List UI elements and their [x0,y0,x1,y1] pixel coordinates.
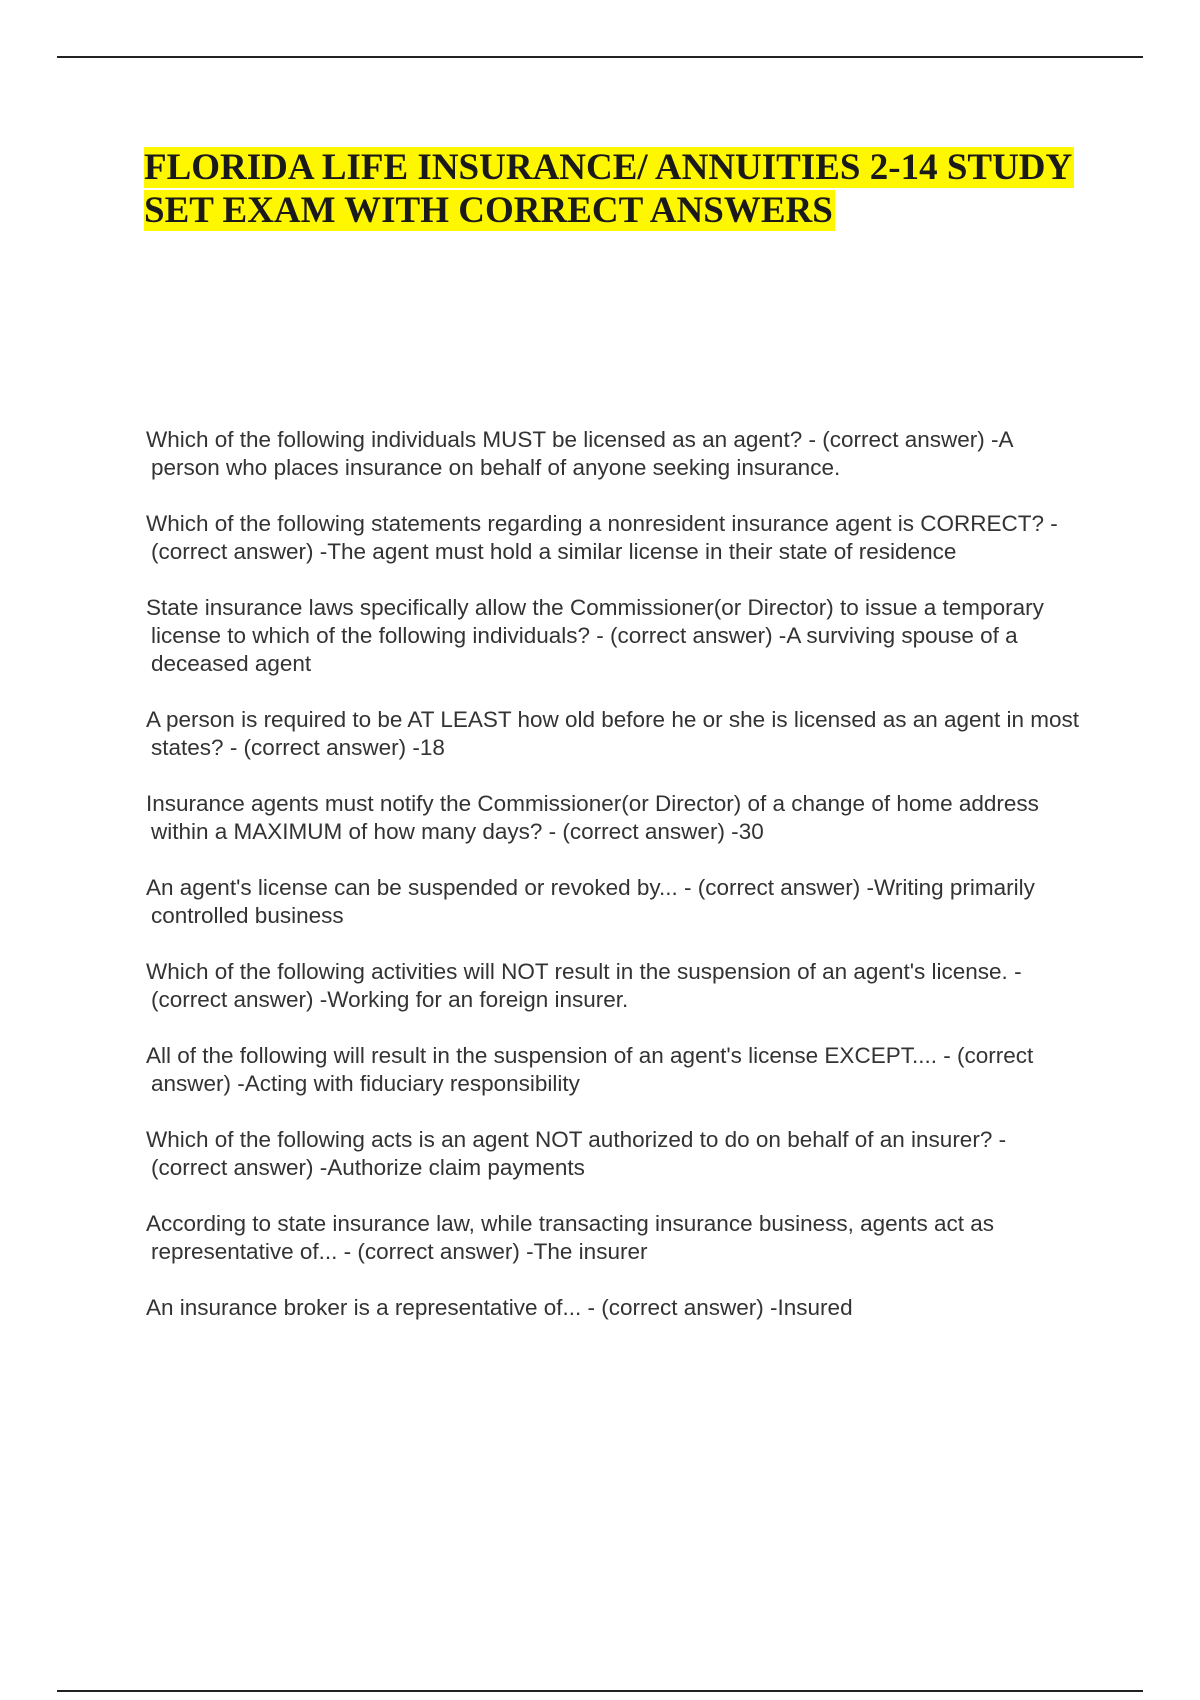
qa-item [146,426,1086,482]
answer-marker: - (correct answer) - [587,1295,778,1320]
answer-marker: - (correct answer) - [683,875,875,900]
question-text: Which of the following statements regarding a nonresident insurance agent is CORRECT? [146,511,1044,536]
question-text: An insurance broker is a representative of... [146,1295,582,1320]
answer-text: The insurer [533,1239,648,1264]
title-line-2: SET EXAM WITH CORRECT ANSWERS [144,190,833,231]
answer-text: Writing primarily controlled business [151,875,1035,928]
answer-marker: - (correct answer) - [151,1127,1007,1180]
answer-marker: - (correct answer) - [808,427,999,452]
qa-item [146,790,1086,846]
footer-rule [57,1690,1143,1692]
qa-item [146,958,1086,1014]
question-text: Which of the following acts is an agent NOT authorized to do on behalf of an insurer? [146,1127,993,1152]
question-text: Which of the following individuals MUST be licensed as an agent? [146,427,803,452]
answer-marker: - (correct answer) - [151,511,1058,564]
answer-marker: - (correct answer) - [151,959,1022,1012]
answer-text: Insured [777,1295,853,1320]
qa-item [146,510,1086,566]
answer-text: The agent must hold a similar license in their state of residence [327,539,957,564]
qa-item [146,1210,1086,1266]
answer-text: 30 [738,819,764,844]
answer-text: 18 [419,735,445,760]
answer-text: Acting with fiduciary responsibility [244,1071,580,1096]
answer-marker: - (correct answer) - [596,623,787,648]
question-text: A person is required to be AT LEAST how old before he or she is licensed as an agent in most states? [146,707,1080,760]
answer-marker: - (correct answer) - [343,1239,534,1264]
question-text: Insurance agents must notify the Commissioner(or Director) of a change of home address within a MAXIMUM of how many days? [146,791,1039,844]
qa-item [146,874,1086,930]
qa-list [146,426,1086,1350]
qa-item [146,1126,1086,1182]
document-title [144,146,1104,232]
answer-text: Working for an foreign insurer. [327,987,629,1012]
question-text: According to state insurance law, while transacting insurance business, agents act as representative of... [146,1211,994,1264]
answer-marker: - (correct answer) - [229,735,420,760]
question-text: Which of the following activities will NOT result in the suspension of an agent's license. [146,959,1008,984]
title-line-1: FLORIDA LIFE INSURANCE/ ANNUITIES 2-14 STUDY [144,147,1073,188]
answer-text: A person who places insurance on behalf of anyone seeking insurance. [151,427,1013,480]
answer-text: A surviving spouse of a deceased agent [151,623,1018,676]
qa-item [146,706,1086,762]
header-rule [57,56,1143,58]
answer-marker: - (correct answer) - [151,1043,1034,1096]
question-text: State insurance laws specifically allow the Commissioner(or Director) to issue a temporary license to which of the following individuals? [146,595,1044,648]
question-text: All of the following will result in the suspension of an agent's license EXCEPT.... [146,1043,937,1068]
answer-text: Authorize claim payments [327,1155,585,1180]
qa-item [146,1042,1086,1098]
qa-item [146,1294,1086,1322]
answer-marker: - (correct answer) - [548,819,739,844]
question-text: An agent's license can be suspended or revoked by... [146,875,678,900]
qa-item [146,594,1086,678]
